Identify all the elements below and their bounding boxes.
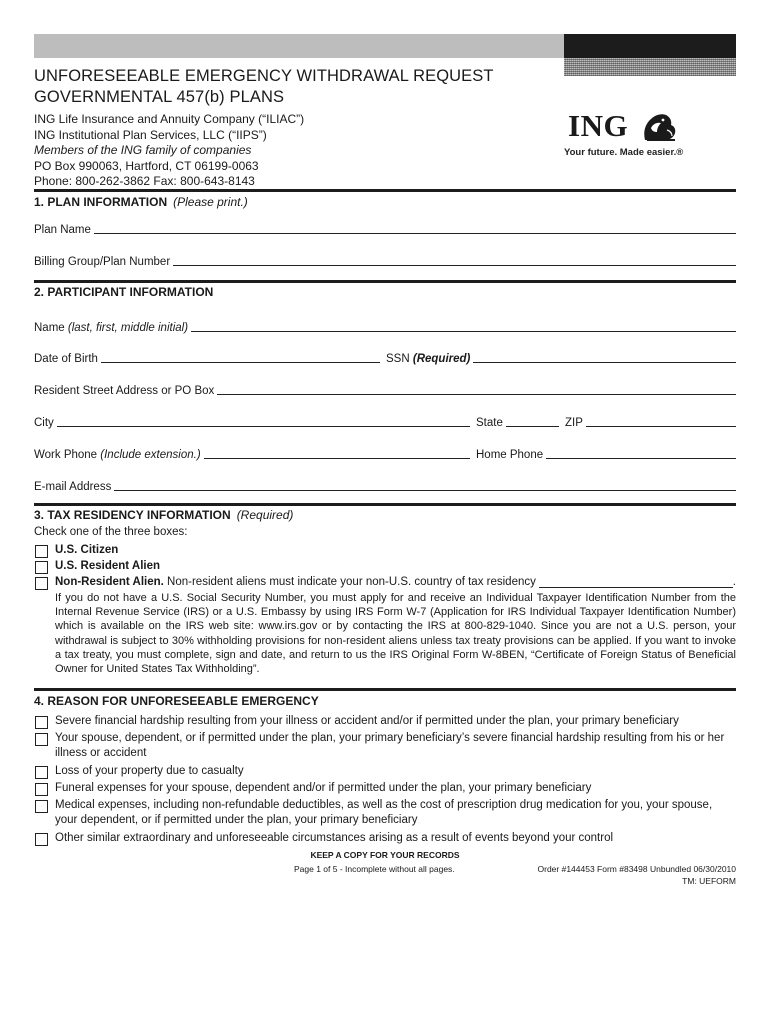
zip-input[interactable] bbox=[586, 414, 736, 427]
lion-icon bbox=[639, 110, 679, 144]
work-phone-field[interactable]: Work Phone (Include extension.) bbox=[34, 445, 470, 461]
reason-checkbox-2[interactable] bbox=[35, 733, 48, 746]
reason-checkbox-3[interactable] bbox=[35, 766, 48, 779]
reason-checkbox-6[interactable] bbox=[35, 833, 48, 846]
header-bar-pattern bbox=[564, 58, 736, 76]
non-resident-instructions: If you do not have a U.S. Social Security Number, you must apply for and receive an Individual Taxpayer Identification Number from the Internal Revenue Service (IRS) or a U.S. Embassy by using IRS Form W-7 (Application for IRS Individual Taxpayer Identification Number) which is available on the IRS web site: www.irs.gov or by contacting the IRS at 800-829-1040. Since you are not a U.S. person, your withdrawal is subject to 30% withholding provisions for non-resident aliens unless tax treaty provisions can be applied. If you want to invoke a tax treaty, you must complete, sign and date, and return to us the IRS Original Form W-8BEN, “Certificate of Foreign Status of Beneficial Owner for United States Tax Withholding”. bbox=[55, 592, 736, 676]
section-4-title: 4. REASON FOR UNFORESEEABLE EMERGENCY bbox=[34, 694, 319, 708]
country-of-residency-input[interactable] bbox=[539, 576, 733, 588]
section-2-title: 2. PARTICIPANT INFORMATION bbox=[34, 285, 214, 299]
home-phone-input[interactable] bbox=[546, 446, 736, 459]
tax-residency-instruction: Check one of the three boxes: bbox=[34, 526, 188, 538]
tagline: Your future. Made easier.® bbox=[564, 147, 684, 158]
reason-label-4: Funeral expenses for your spouse, dependent and/or if permitted under the plan, your primary beneficiary bbox=[55, 782, 592, 794]
keep-copy-notice: KEEP A COPY FOR YOUR RECORDS bbox=[310, 850, 460, 860]
non-resident-alien-checkbox[interactable] bbox=[35, 577, 48, 590]
home-phone-field[interactable]: Home Phone bbox=[476, 445, 736, 461]
us-resident-alien-checkbox[interactable] bbox=[35, 561, 48, 574]
section-divider-3 bbox=[34, 503, 736, 506]
state-field[interactable]: State bbox=[476, 413, 559, 429]
company-info: ING Life Insurance and Annuity Company (“ILIAC”) ING Institutional Plan Services, LLC (“IIPS”) Members of the ING family of companies PO Box 990063, Hartford, CT 06199-0063 Phone: 800-262-3862 Fax: 800-643-8143 bbox=[34, 112, 305, 188]
work-phone-input[interactable] bbox=[204, 446, 470, 459]
city-input[interactable] bbox=[57, 414, 470, 427]
plan-name-input[interactable] bbox=[94, 221, 736, 234]
date-of-birth-field[interactable]: Date of Birth bbox=[34, 349, 380, 365]
section-divider-1 bbox=[34, 189, 736, 192]
page-info: Page 1 of 5 - Incomplete without all pages. bbox=[294, 864, 455, 874]
reason-label-5: Medical expenses, including non-refundable deductibles, as well as the cost of prescription drug medication for you, your spouse, your dependent, or if permitted under the plan, your primary beneficiary bbox=[55, 799, 713, 826]
email-input[interactable] bbox=[114, 478, 736, 491]
reason-checkbox-1[interactable] bbox=[35, 716, 48, 729]
tm-code: TM: UEFORM bbox=[682, 876, 736, 886]
reason-label-2: Your spouse, dependent, or if permitted under the plan, your primary beneficiary’s severe financial hardship resulting from his or her illness or accident bbox=[55, 732, 725, 759]
header-bar-gray bbox=[34, 34, 564, 58]
name-input[interactable] bbox=[191, 319, 736, 332]
billing-group-field[interactable]: Billing Group/Plan Number bbox=[34, 252, 736, 268]
us-resident-alien-label: U.S. Resident Alien bbox=[55, 560, 161, 572]
reason-checkbox-4[interactable] bbox=[35, 783, 48, 796]
form-title: UNFORESEEABLE EMERGENCY WITHDRAWAL REQUEST GOVERNMENTAL 457(b) PLANS bbox=[34, 67, 494, 106]
us-citizen-label: U.S. Citizen bbox=[55, 544, 119, 556]
reason-checkbox-5[interactable] bbox=[35, 800, 48, 813]
zip-field[interactable]: ZIP bbox=[565, 413, 736, 429]
logo-wordmark: ING bbox=[568, 108, 629, 143]
name-field[interactable]: Name (last, first, middle initial) bbox=[34, 318, 736, 334]
address-input[interactable] bbox=[217, 382, 736, 395]
plan-name-field[interactable]: Plan Name bbox=[34, 220, 736, 236]
address-field[interactable]: Resident Street Address or PO Box bbox=[34, 381, 736, 397]
header-bar-black bbox=[564, 34, 736, 58]
state-input[interactable] bbox=[506, 414, 559, 427]
section-divider-2 bbox=[34, 280, 736, 283]
reason-label-3: Loss of your property due to casualty bbox=[55, 765, 244, 777]
non-resident-alien-option: Non-Resident Alien. Non-resident aliens must indicate your non-U.S. country of tax residency . bbox=[55, 576, 736, 588]
ssn-input[interactable] bbox=[473, 350, 736, 363]
email-field[interactable]: E-mail Address bbox=[34, 477, 736, 493]
ssn-field[interactable]: SSN (Required) bbox=[386, 349, 736, 365]
section-divider-4 bbox=[34, 688, 736, 691]
billing-group-input[interactable] bbox=[173, 253, 736, 266]
reason-label-6: Other similar extraordinary and unforeseeable circumstances arising as a result of events beyond your control bbox=[55, 832, 614, 844]
city-field[interactable]: City bbox=[34, 413, 470, 429]
section-1-title: 1. PLAN INFORMATION (Please print.) bbox=[34, 195, 248, 209]
us-citizen-checkbox[interactable] bbox=[35, 545, 48, 558]
reason-label-1: Severe financial hardship resulting from your illness or accident and/or if permitted under the plan, your primary beneficiary bbox=[55, 715, 679, 727]
section-3-title: 3. TAX RESIDENCY INFORMATION (Required) bbox=[34, 508, 294, 522]
date-of-birth-input[interactable] bbox=[101, 350, 380, 363]
order-info: Order #144453 Form #83498 Unbundled 06/30/2010 bbox=[537, 864, 736, 874]
